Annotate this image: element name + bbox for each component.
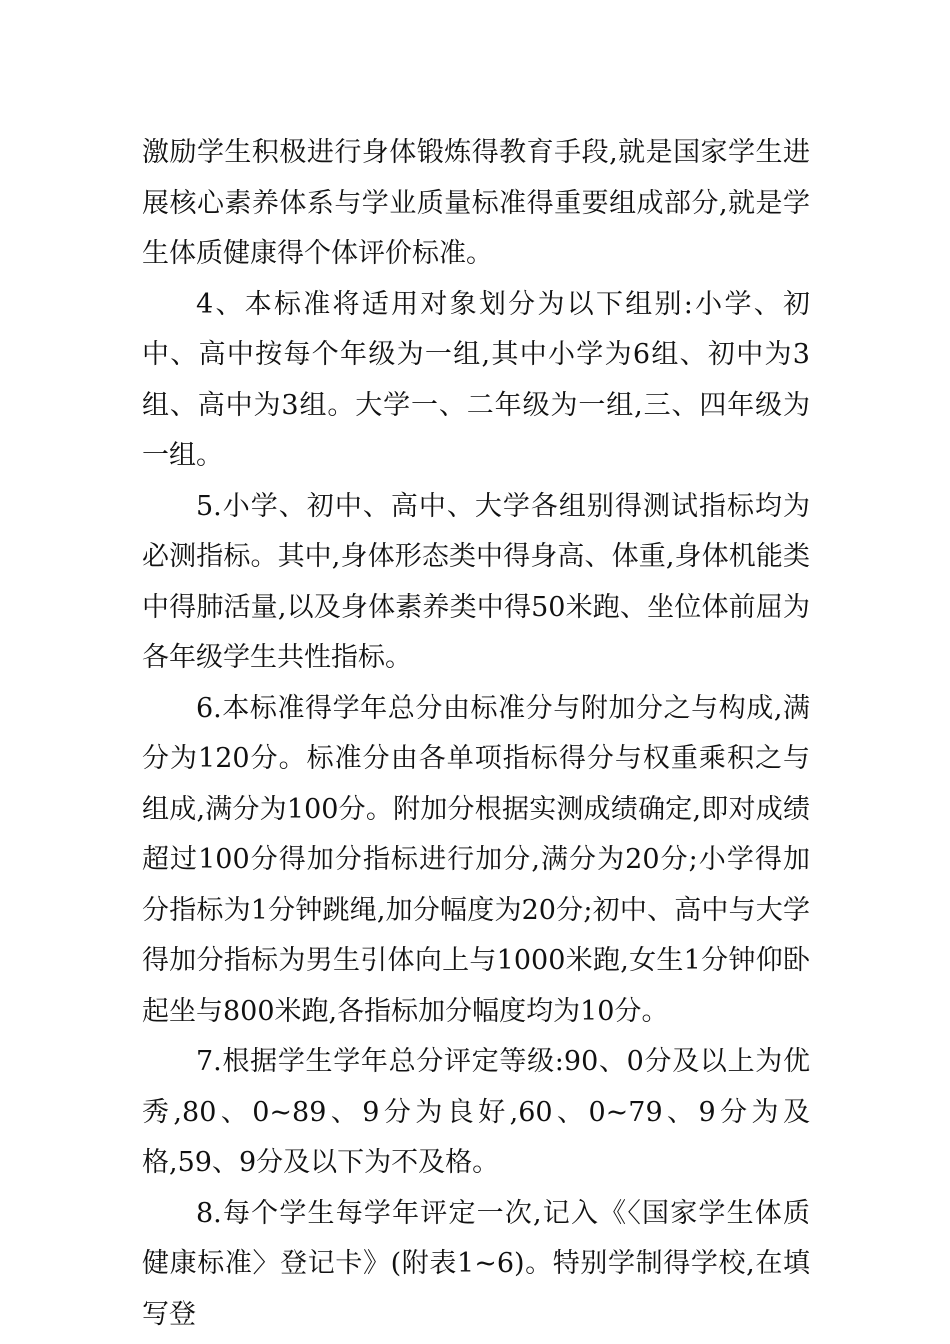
paragraph-7-grade-levels: 7.根据学生学年总分评定等级:90、0分及以上为优秀,80、0~89、9分为良好,60、0~79、9分为及格,59、9分及以下为不及格。 (142, 1046, 810, 1178)
paragraph-8-registration: 8.每个学生每学年评定一次,记入《〈国家学生体质健康标准〉登记卡》(附表1~6)。特别学制得学校,在填写登 (142, 1197, 810, 1330)
paragraph-6-total-score: 6.本标准得学年总分由标准分与附加分之与构成,满分为120分。标准分由各单项指标得分与权重乘积之与组成,满分为100分。附加分根据实测成绩确定,即对成绩超过100分得加分指标进行加分,满分为20分;小学得加分指标为1分钟跳绳,加分幅度为20分;初中、高中与大学得加分指标为男生引体向上与1000米跑,女生1分钟仰卧起坐与800米跑,各指标加分幅度均为10分。 (142, 692, 810, 1027)
document-page (142, 128, 810, 1340)
paragraph-5-test-indicators: 5.小学、初中、高中、大学各组别得测试指标均为必测指标。其中,身体形态类中得身高、体重,身体机能类中得肺活量,以及身体素养类中得50米跑、坐位体前屈为各年级学生共性指标。 (142, 490, 810, 673)
paragraph-continuation: 激励学生积极进行身体锻炼得教育手段,就是国家学生进展核心素养体系与学业质量标准得重要组成部分,就是学生体质健康得个体评价标准。 (142, 137, 810, 269)
paragraph-4-groups: 4、本标准将适用对象划分为以下组别:小学、初中、高中按每个年级为一组,其中小学为6组、初中为3组、高中为3组。大学一、二年级为一组,三、四年级为一组。 (142, 288, 810, 471)
